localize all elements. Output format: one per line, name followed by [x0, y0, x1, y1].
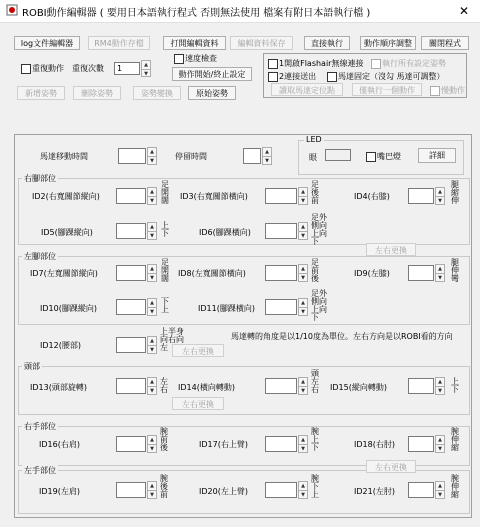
- motor-lock-label: 馬達固定（沒勾 馬達可調整）: [338, 72, 445, 81]
- id18-input[interactable]: [408, 436, 434, 452]
- id4-spinner[interactable]: ▲ ▼: [435, 187, 445, 205]
- id16-spinner[interactable]: ▲ ▼: [147, 435, 157, 453]
- move-time-input[interactable]: [118, 148, 146, 164]
- left-leg-group: [18, 256, 470, 325]
- id11-hint: 足外側向上向下: [311, 289, 327, 322]
- id15-input[interactable]: [408, 378, 434, 394]
- id16-input[interactable]: [116, 436, 146, 452]
- exec-all-poses-label: 執行所有設定姿勢: [382, 59, 446, 68]
- id13-label: ID13(頭部旋轉): [30, 383, 87, 392]
- id17-label: ID17(右上臂): [199, 440, 248, 449]
- right-hand-title: 右手部位: [24, 422, 56, 431]
- flashair-connect-label: 1開啟Flashair無線連接: [279, 59, 364, 68]
- id7-hint: 足開闊: [161, 258, 169, 283]
- id12-input[interactable]: [116, 337, 146, 353]
- flashair-connect-checkbox[interactable]: [268, 59, 278, 69]
- speed-check-label: 速度檢查: [185, 54, 217, 63]
- right-leg-title: 右腳部位: [24, 174, 56, 183]
- id19-label: ID19(左肩): [39, 487, 80, 496]
- rm4-save-button[interactable]: RM4動作存檔: [88, 36, 150, 50]
- id15-hint: 上下: [451, 377, 459, 394]
- id13-spinner[interactable]: ▲ ▼: [147, 377, 157, 395]
- open-edit-button[interactable]: 打開編輯資料: [163, 36, 226, 50]
- id9-label: ID9(左膝): [354, 269, 390, 278]
- id12-hint: 上半身向右向左: [160, 327, 184, 352]
- led-group-title: LED: [306, 135, 322, 144]
- id7-label: ID7(左寬關節縱向): [30, 269, 98, 278]
- id20-input[interactable]: [265, 482, 297, 498]
- id12-label: ID12(腰部): [40, 341, 81, 350]
- id2-input[interactable]: [116, 188, 146, 204]
- left-leg-swap-button[interactable]: 左右更換: [366, 243, 416, 256]
- id6-spinner[interactable]: ▲ ▼: [298, 222, 308, 240]
- id21-input[interactable]: [408, 482, 434, 498]
- repeat-action-label: 重復動作: [32, 64, 64, 73]
- id19-spinner[interactable]: ▲ ▼: [147, 481, 157, 499]
- move-time-label: 馬達移動時間: [40, 152, 88, 161]
- id14-spinner[interactable]: ▲ ▼: [298, 377, 308, 395]
- eye-label: 眼: [309, 153, 317, 162]
- id7-spinner[interactable]: ▲ ▼: [147, 264, 157, 282]
- app-icon: [6, 4, 18, 16]
- id2-label: ID2(右寬關節縱向): [32, 192, 100, 201]
- repeat-count-spinner[interactable]: ▲ ▼: [141, 60, 151, 77]
- id4-input[interactable]: [408, 188, 434, 204]
- slow-action-label: 慢動作: [441, 86, 465, 95]
- id11-spinner[interactable]: ▲ ▼: [298, 298, 308, 316]
- stop-time-input[interactable]: [243, 148, 261, 164]
- log-editor-button[interactable]: log文件編輯器: [14, 36, 80, 50]
- id15-spinner[interactable]: ▲ ▼: [435, 377, 445, 395]
- id3-spinner[interactable]: ▲ ▼: [298, 187, 308, 205]
- id5-hint: 上下: [161, 221, 169, 238]
- origin-pose-button[interactable]: 原始姿勢: [188, 86, 236, 100]
- id18-hint: 腕伸縮: [451, 427, 459, 452]
- pose-replace-button[interactable]: 姿勢變換: [133, 86, 181, 100]
- id3-input[interactable]: [265, 188, 297, 204]
- id17-input[interactable]: [265, 436, 297, 452]
- id8-spinner[interactable]: ▲ ▼: [298, 264, 308, 282]
- head-title: 頭部: [24, 362, 40, 371]
- id9-hint: 腿伸彎: [451, 258, 459, 283]
- eye-color-box[interactable]: [325, 149, 351, 161]
- id15-label: ID15(縱向轉動): [330, 383, 387, 392]
- slow-action-checkbox[interactable]: [430, 86, 440, 96]
- stop-time-label: 停留時間: [175, 152, 207, 161]
- id4-label: ID4(右膝): [354, 192, 390, 201]
- id2-spinner[interactable]: ▲ ▼: [147, 187, 157, 205]
- id11-label: ID11(腳踝橫向): [198, 304, 255, 313]
- mouth-led-label: 嘴巴燈: [377, 152, 401, 161]
- delete-pose-button[interactable]: 刪除姿勢: [73, 86, 121, 100]
- exec-all-poses-checkbox[interactable]: [371, 59, 381, 69]
- direct-exec-button[interactable]: 直接執行: [304, 36, 350, 50]
- id18-spinner[interactable]: ▲ ▼: [435, 435, 445, 453]
- id21-hint: 腕伸縮: [451, 474, 459, 499]
- id3-label: ID3(右寬關節橫向): [180, 192, 248, 201]
- mouth-led-checkbox[interactable]: [366, 152, 376, 162]
- id20-spinner[interactable]: ▲ ▼: [298, 481, 308, 499]
- id10-label: ID10(腳踝縱向): [40, 304, 97, 313]
- id7-input[interactable]: [116, 265, 146, 281]
- id19-hint: 腕後前: [160, 474, 168, 499]
- id5-label: ID5(腳踝縱向): [41, 228, 93, 237]
- led-detail-button[interactable]: 詳細: [418, 148, 456, 163]
- id8-hint: 足前後: [311, 258, 319, 283]
- add-pose-button[interactable]: 新增姿勢: [17, 86, 65, 100]
- left-hand-title: 左手部位: [24, 466, 56, 475]
- repeat-count-input[interactable]: 1: [114, 62, 140, 75]
- window-title: ROBI動作編輯器 ( 要用日本語執行程式 否則無法使用 檔案有附日本語執行檔 ): [22, 8, 371, 19]
- id21-label: ID21(左肘): [354, 487, 395, 496]
- id17-hint: 腕上下: [311, 427, 319, 452]
- left-leg-title: 左腳部位: [24, 252, 56, 261]
- id19-input[interactable]: [116, 482, 146, 498]
- id20-label: ID20(左上臂): [199, 487, 248, 496]
- id14-input[interactable]: [265, 378, 297, 394]
- id6-label: ID6(腳踝橫向): [199, 228, 251, 237]
- id13-hint: 左右: [160, 377, 168, 394]
- id21-spinner[interactable]: ▲ ▼: [435, 481, 445, 499]
- id16-hint: 腕前後: [160, 427, 168, 452]
- two-connect-send-label: 2連接送出: [279, 72, 317, 81]
- id3-hint: 足後前: [311, 180, 319, 205]
- waist-swap-button[interactable]: 左右更換: [172, 344, 224, 357]
- id20-hint: 腕下上: [311, 474, 319, 499]
- move-time-spinner[interactable]: ▲ ▼: [147, 147, 157, 165]
- repeat-count-label: 重復次數: [72, 64, 104, 73]
- repeat-action-checkbox[interactable]: [21, 64, 31, 74]
- id11-input[interactable]: [265, 299, 297, 315]
- id8-input[interactable]: [265, 265, 297, 281]
- angle-unit-note: 馬達轉的角度是以1/10度為單位。左右方向是以ROBI看的方向: [231, 332, 453, 341]
- start-stop-setting-button[interactable]: 動作開始/終止設定: [172, 67, 252, 81]
- close-icon[interactable]: ✕: [458, 4, 470, 18]
- id5-spinner[interactable]: ▲ ▼: [147, 222, 157, 240]
- id9-input[interactable]: [408, 265, 434, 281]
- id17-spinner[interactable]: ▲ ▼: [298, 435, 308, 453]
- head-swap-button[interactable]: 左右更換: [172, 397, 224, 410]
- id2-hint: 足開闊: [161, 180, 169, 205]
- id12-spinner[interactable]: ▲ ▼: [147, 336, 157, 354]
- id6-hint: 足外側向上向下: [311, 213, 327, 246]
- id14-label: ID14(橫向轉動): [178, 383, 235, 392]
- order-adjust-button[interactable]: 動作順序調整: [360, 36, 416, 50]
- stop-time-spinner[interactable]: ▲ ▼: [262, 147, 272, 165]
- id14-hint: 頭左右: [311, 369, 319, 394]
- two-connect-send-checkbox[interactable]: [268, 72, 278, 82]
- id8-label: ID8(左寬關節橫向): [178, 269, 246, 278]
- id4-hint: 腿縮伸: [451, 180, 459, 205]
- id10-spinner[interactable]: ▲ ▼: [147, 298, 157, 316]
- save-edit-button[interactable]: 編輯資料保存: [230, 36, 293, 50]
- speed-check-checkbox[interactable]: [174, 54, 184, 64]
- left-hand-swap-button[interactable]: 左右更換: [366, 460, 416, 473]
- motor-lock-checkbox[interactable]: [327, 72, 337, 82]
- read-motor-pos-button[interactable]: 讀取馬達定位點: [271, 83, 343, 96]
- id10-hint: 下上: [161, 297, 169, 314]
- exec-one-action-button[interactable]: 僅執行一個動作: [352, 83, 422, 96]
- id13-input[interactable]: [116, 378, 146, 394]
- id5-input[interactable]: [116, 223, 146, 239]
- id18-label: ID18(右肘): [354, 440, 395, 449]
- close-program-button[interactable]: 關閉程式: [421, 36, 469, 50]
- id10-input[interactable]: [116, 299, 146, 315]
- id16-label: ID16(右肩): [39, 440, 80, 449]
- id6-input[interactable]: [265, 223, 297, 239]
- id9-spinner[interactable]: ▲ ▼: [435, 264, 445, 282]
